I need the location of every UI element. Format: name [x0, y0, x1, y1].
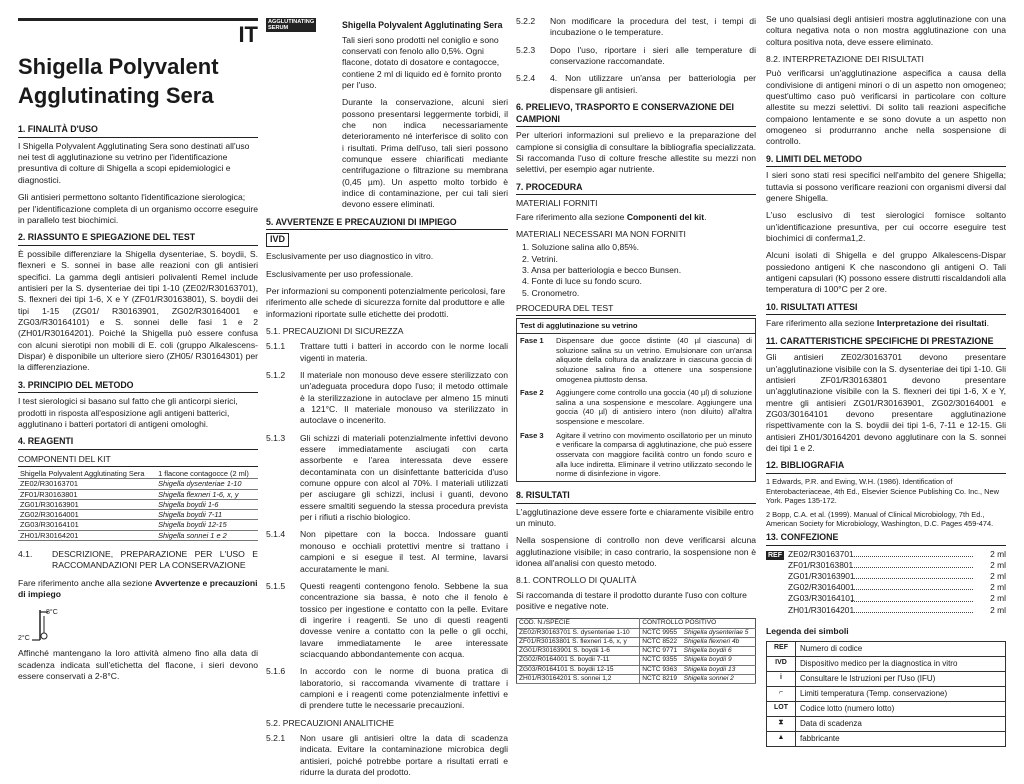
kit-row: [18, 499, 258, 509]
dot-leader: [851, 571, 973, 579]
legend-row: [767, 656, 1006, 671]
packaging-code: ZG02/R30164001: [788, 582, 855, 593]
precaution-item: [266, 529, 508, 574]
qc-strain: NCTC 9363: [640, 665, 682, 674]
section-9-heading: 9. LIMITI DEL METODO: [766, 154, 1006, 168]
qc-organism: Shigella flexneri 4b: [682, 637, 756, 646]
materials-needed-item: 4. Fonte di luce su fondo scuro.: [522, 276, 642, 287]
section-9-text-2: L'uso esclusivo di test sierologici fornisce soltanto un'identificazione presuntiva, per cui occorre eseguire test biochimici di conferma1,2.: [766, 210, 1006, 244]
section-3-heading: 3. PRINCIPIO DEL METODO: [18, 380, 258, 394]
symbols-legend: [766, 641, 1006, 747]
procedure-step-label: Fase 2: [520, 388, 544, 398]
product-text: Tali sieri sono prodotti nel coniglio e sono conservati con fenolo allo 0,5%. Ogni flacone, dotato di dosatore e contagocce, contiene 2 ml di liquido ed è fornito pronto per l'uso.: [342, 34, 502, 90]
qc-organism: Shigella boydii 9: [682, 656, 756, 665]
qc-row: [517, 628, 756, 637]
precaution-item: [516, 45, 756, 68]
qc-species: ZE02/R30163701 S. dysenteriae 1-10: [517, 628, 640, 637]
legend-label: Consultare le Istruzioni per l'Uso (IFU): [796, 671, 1006, 686]
kit-code: ZE02/R30163701: [18, 479, 156, 489]
legend-row: [767, 641, 1006, 656]
section-2-text: È possibile differenziare la Shigella dysenteriae, S. boydii, S. flexneri e S. sonnei in base alle reazioni con gli antisieri specifici. La gamma degli antisieri polivalenti Remel include antisieri per la S. dysenteriae dei tipi 1-10 (ZE02/R30163701), S. flexneri dei tipi 1-6, X e Y (ZF01/R30163801), S. boydii dei tipi 1-15 (ZG01/ R30163901, ZG02/R30164001 e ZG03/R30164101) e S. sonnei delle fasi 1 e 2 (ZH01/R30164201). Poiché la Shigella può essere confusa con alcuni sierotipi non mobili di E. coli (gruppo Alkalescens-Dispar) è disponibile un ulteriore siero (ZH05/ R30164301) per la differenziazione.: [18, 248, 258, 373]
materials-provided-text: Fare riferimento alla sezione Componenti del kit.: [516, 211, 707, 222]
info-icon: i: [767, 671, 796, 686]
bibliography-item: 1 Edwards, P.R. and Ewing, W.H. (1986). Identification of Enterobacteriaceae, 4th Ed., Elsevier Science Publishing Co. Inc., New York. Pages 135-172.: [766, 477, 999, 506]
legend-title: Legenda dei simboli: [766, 625, 849, 636]
precaution-text: Il materiale non monouso deve essere sterilizzato con un'adeguata procedura dopo l'uso; il metodo ottimale è la sterilizzazione in autoclave per almeno 15 minuti a 121°C. Il materiale monouso va sterilizzato in autoclave o incenerito.: [300, 370, 508, 426]
qc-strain: NCTC 8522: [640, 637, 682, 646]
qc-species: ZG02/R0164001 S. boydii 7-11: [517, 656, 640, 665]
procedure-step-text: Dispensare due gocce distinte (40 µl ciascuna) di soluzione salina su un vetrino. Emulsionare con un'ansa aliquote della coltura da analizzare in ciascuna goccia di soluzione salina fino a ottenere una sospensione omogenea piuttosto densa.: [556, 336, 752, 384]
temp-low-label: 2°C: [18, 635, 30, 643]
qc-organism: Shigella boydii 6: [682, 647, 756, 656]
top-rule: [18, 18, 258, 21]
qc-row: [517, 637, 756, 646]
section-5-2-heading: 5.2. PRECAUZIONI ANALITICHE: [266, 717, 394, 728]
qc-strain: NCTC 9955: [640, 628, 682, 637]
section-8-2-heading: 8.2. INTERPRETAZIONE DEI RISULTATI: [766, 54, 924, 65]
legend-label: Data di scadenza: [796, 716, 1006, 731]
section-9-text: I sieri sono stati resi specifici nell'ambito del genere Shigella; tuttavia si possono verificare reazioni con organismi diversi dal genere Shigella.: [766, 170, 1006, 204]
procedure-step-text: Agitare il vetrino con movimento oscillatorio per un minuto e verificare la comparsa di agglutinazione, che può essere osservata con maggiore facilità contro un fondo scuro e alla luce indiretta. Eliminare il vetrino utilizzato secondo le norme di disinfezione in vigore.: [556, 430, 752, 479]
qc-species: ZG03/R0164101 S. boydii 12-15: [517, 665, 640, 674]
legend-row: [767, 731, 1006, 746]
kit-components-heading: COMPONENTI DEL KIT: [18, 454, 258, 467]
packaging-volume: 2 ml: [990, 571, 1006, 582]
dot-leader: [851, 582, 973, 590]
section-8-heading: 8. RISULTATI: [516, 490, 756, 504]
precaution-number: 5.1.1: [266, 341, 286, 352]
materials-needed-list: [522, 242, 756, 299]
packaging-volume: 2 ml: [990, 604, 1006, 615]
precaution-text: Trattare tutti i batteri in accordo con le norme locali vigenti in materia.: [300, 341, 508, 363]
precaution-item: [266, 666, 508, 711]
kit-row: [18, 469, 258, 479]
procedure-step: [517, 334, 755, 386]
qc-species: ZF01/R30163801 S. flexneri 1-6, x, y: [517, 637, 640, 646]
precaution-item: [266, 581, 508, 660]
qc-organism: Shigella sonnei 2: [682, 674, 756, 683]
qc-species: ZG01/R30163901 S. boydii 1-6: [517, 647, 640, 656]
kit-desc: Shigella boydii 1-6: [156, 499, 258, 509]
kit-desc: Shigella boydii 7-11: [156, 510, 258, 520]
ref-icon: REF: [768, 552, 782, 560]
dot-leader: [851, 605, 973, 613]
precaution-number: 5.2.2: [516, 16, 536, 26]
procedure-step-text: Aggiungere come controllo una goccia (40 µl) di soluzione salina a una sospensione e mescolare. Aggiungere una goccia (40 µl) di antisiero intero (non diluito) all'altra sospensione e mescolare.: [556, 388, 752, 427]
kit-desc: Shigella sonnei 1 e 2: [156, 530, 258, 540]
precaution-number: 5.2.4: [516, 73, 536, 84]
procedure-box: [516, 318, 756, 482]
packaging-item: [788, 571, 1006, 582]
test-procedure-heading: PROCEDURA DEL TEST: [516, 303, 756, 316]
qc-intro-text: Se uno qualsiasi degli antisieri mostra agglutinazione con una coltura negativa nota o non mostra agglutinazione con una coltura positiva nota, deve essere eliminato.: [766, 14, 1006, 47]
legend-label: fabbricante: [796, 731, 1006, 746]
materials-provided-heading: MATERIALI FORNITI: [516, 198, 598, 209]
kit-desc: Shigella dysenteriae 1-10: [156, 479, 258, 489]
packaging-item: [788, 605, 1006, 616]
kit-table: [18, 469, 258, 541]
dot-leader: [851, 560, 973, 568]
section-1-text: I Shigella Polyvalent Agglutinating Sera sono destinati all'uso nei test di agglutinazione su vetrino per l'identificazione presuntiva di colture di Shigella a scopi epidemiologici e diagnostici.: [18, 140, 250, 185]
lot-icon: LOT: [767, 701, 796, 716]
precaution-item: [266, 370, 508, 427]
legend-label: Codice lotto (numero lotto): [796, 701, 1006, 716]
qc-header-positive: CONTROLLO POSITIVO: [640, 619, 756, 628]
document-title: Shigella Polyvalent Agglutinating Sera: [18, 54, 219, 108]
qc-row: [517, 656, 756, 665]
kit-row: [18, 479, 258, 489]
precaution-text: Dopo l'uso, riportare i sieri alle temperature di conservazione raccomandate.: [550, 44, 756, 67]
precaution-item: [516, 16, 756, 39]
materials-needed-item: 1. Soluzione salina allo 0,85%.: [522, 242, 640, 253]
kit-row: [18, 510, 258, 520]
column-3: [516, 14, 756, 684]
ref-icon: REF: [767, 641, 796, 656]
qc-row: [517, 674, 756, 683]
section-7-heading: 7. PROCEDURA: [516, 182, 756, 196]
section-5-text-2: Esclusivamente per uso professionale.: [266, 268, 414, 279]
section-5-heading: 5. AVVERTENZE E PRECAUZIONI DI IMPIEGO: [266, 217, 508, 231]
packaging-code: ZE02/R30163701: [788, 549, 854, 560]
packaging-code: ZF01/R30163801: [788, 560, 854, 571]
section-8-text-2: Nella sospensione di controllo non deve verificarsi alcuna agglutinazione visibile; in caso contrario, la sospensione non è idonea all'analisi con questo metodo.: [516, 535, 756, 568]
bibliography-item: 2 Bopp, C.A. et al. (1999). Manual of Clinical Microbiology, 7th Ed., American Society for Microbiology, Washington, D.C. Pages 459-474.: [766, 509, 994, 528]
section-2-heading: 2. RIASSUNTO E SPIEGAZIONE DEL TEST: [18, 232, 258, 246]
kit-code: ZG03/R30164101: [18, 520, 156, 530]
kit-row: [18, 530, 258, 540]
section-8-1-text: Si raccomanda di testare il prodotto durante l'uso con colture positive e negative note.: [516, 589, 747, 611]
product-heading: Shigella Polyvalent Agglutinating Sera: [342, 20, 503, 30]
section-4-1-ref: Fare riferimento anche alla sezione Avvertenze e precauzioni di impiego: [18, 577, 258, 599]
packaging-item: [788, 549, 1006, 560]
section-10-heading: 10. RISULTATI ATTESI: [766, 302, 1006, 316]
materials-needed-heading: MATERIALI NECESSARI MA NON FORNITI: [516, 228, 686, 239]
precaution-number: 5.1.2: [266, 370, 286, 380]
precaution-item: 5.2.1 Non usare gli antisieri oltre la data di scadenza indicata. Evitare la contaminazione microbica degli antisieri, poiché potrebbe portare a risultati errati e ridurre la durata del prodotto.: [266, 732, 508, 777]
legend-row: [767, 671, 1006, 686]
section-5-text-3: Per informazioni su componenti potenzialmente pericolosi, fare riferimento alle schede di sicurezza fornite dal produttore e alle informazioni riportate sulle etichette dei prodotti.: [266, 285, 506, 319]
packaging-code: ZH01/R30164201: [788, 604, 855, 615]
section-6-text: Per ulteriori informazioni sul prelievo e la preparazione del campione si consiglia di consultare la bibliografia specializzata. Si raccomanda l'uso di colture fresche allestite su mezzi non selettivi, per esempio agar nutriente.: [516, 130, 756, 175]
agglutinating-serum-badge: AGGLUTINATING SERUM: [268, 19, 315, 32]
legend-label: Limiti temperatura (Temp. conservazione): [796, 686, 1006, 701]
section-3-text: I test sierologici si basano sul fatto che gli anticorpi sierici, prodotti in risposta all'esposizione agli antigeni batterici, agglutinano i batteri portatori di antigeni omologhi.: [18, 396, 238, 429]
kit-code: Shigella Polyvalent Agglutinating Sera: [18, 469, 156, 479]
kit-code: ZF01/R30163801: [18, 489, 156, 499]
section-6-heading: 6. PRELIEVO, TRASPORTO E CONSERVAZIONE DEI CAMPIONI: [516, 102, 756, 127]
qc-organism: Shigella boydii 13: [682, 665, 756, 674]
precaution-item: [266, 433, 508, 524]
qc-row: [517, 647, 756, 656]
qc-strain: NCTC 9355: [640, 656, 682, 665]
materials-needed-item: 5. Cronometro.: [522, 287, 580, 298]
precaution-text: Non modificare la procedura del test, i tempi di incubazione o le temperature.: [550, 16, 756, 38]
column-4: [766, 14, 1006, 747]
section-12-heading: 12. BIBLIOGRAFIA: [766, 460, 1006, 474]
packaging-code: ZG03/R30164101: [788, 593, 855, 604]
temp-high-label: 8°C: [46, 609, 58, 617]
section-9-text-3: Alcuni isolati di Shigella e del gruppo Alkalescens-Dispar possiedono antigeni K che nascondono gli antigeni O. Tali antigeni capsulari (K) possono essere distrutti riscaldandoli alla temperatura di 100°C per 2 ore.: [766, 250, 1006, 295]
ivd-icon: IVD: [266, 233, 289, 247]
precaution-text: Questi reagenti contengono fenolo. Sebbene la sua concentrazione sia bassa, è noto che il fenolo è tossico per ingestione e contatto con la pelle. Evitare di ingerire i reagenti. Se uno di questi reagenti dovesse venire a contatto con la pelle o gli occhi, lavare immediatamente le aree interessate sciacquando abbondantemente con acqua.: [300, 580, 508, 659]
procedure-step: [517, 386, 755, 429]
kit-row: [18, 520, 258, 530]
column-1: [18, 0, 258, 688]
dot-leader: [851, 593, 973, 601]
section-8-2-text: Può verificarsi un'agglutinazione aspecifica a causa della condivisione di antigeni minori o di un aspetto non omogeneo; quest'ultimo caso può verificarsi in particolare con colture allestite su mezzi selettivi. Di solito tali reazioni aspecifiche compaiono lentamente e se sono dovute a un aspetto non omogeneo si produrranno anche nella sospensione di controllo.: [766, 68, 1006, 147]
packaging-block: [766, 549, 1006, 616]
safety-precautions-list: [266, 341, 508, 711]
section-8-1-heading: 8.1. CONTROLLO DI QUALITÀ: [516, 575, 637, 586]
language-code: IT: [238, 22, 258, 47]
precaution-number: 5.1.5: [266, 580, 286, 591]
precaution-text: 4. Non utilizzare un'ansa per batteriologia per dispensare gli antisieri.: [550, 73, 756, 95]
analytic-precautions-list: [516, 16, 756, 96]
section-10-text: Fare riferimento alla sezione Interpretazione dei risultati.: [766, 318, 990, 329]
dot-leader: [851, 549, 973, 557]
kit-row: [18, 489, 258, 499]
column-2: [266, 0, 508, 784]
section-13-heading: 13. CONFEZIONE: [766, 532, 1006, 546]
precaution-text: Non pipettare con la bocca. Indossare guanti monouso e occhiali protettivi mentre si trattano i campioni e si esegue il test. Al termine, lavarsi accuratamente le mani.: [300, 529, 508, 574]
section-1-heading: 1. FINALITÀ D'USO: [18, 124, 258, 138]
materials-needed-item: 2. Vetrini.: [522, 253, 558, 264]
qc-organism: Shigella dysenteriae 5: [682, 628, 756, 637]
kit-code: ZG01/R30163901: [18, 499, 156, 509]
materials-needed-item: 3. Ansa per batteriologia e becco Bunsen.: [522, 264, 682, 275]
hourglass-icon: ⧗: [767, 716, 796, 731]
packaging-volume: 2 ml: [990, 549, 1006, 560]
section-4-1-heading: 4.1. DESCRIZIONE, PREPARAZIONE PER L'USO E RACCOMANDAZIONI PER LA CONSERVAZIONE: [18, 548, 258, 571]
section-1-text-2: Gli antisieri permettono soltanto l'identificazione sierologica; per l'identificazione completa di un organismo occorre eseguire in parallelo test biochimici.: [18, 192, 259, 225]
qc-species: ZH01/R30164201 S. sonnei 1,2: [517, 674, 640, 683]
qc-strain: NCTC 9771: [640, 647, 682, 656]
packaging-item: [788, 593, 1006, 604]
kit-desc: Shigella boydii 12-15: [156, 520, 258, 530]
section-5-text: Esclusivamente per uso diagnostico in vitro.: [266, 251, 434, 262]
legend-label: Dispositivo medico per la diagnostica in vitro: [796, 656, 1006, 671]
procedure-step-label: Fase 3: [520, 430, 544, 440]
procedure-box-title: Test di agglutinazione su vetrino: [517, 319, 755, 334]
precaution-number: 5.1.3: [266, 432, 286, 443]
section-5-1-heading: 5.1. PRECAUZIONI DI SICUREZZA: [266, 325, 404, 336]
procedure-step-label: Fase 1: [520, 336, 544, 345]
packaging-item: [788, 582, 1006, 593]
section-4-heading: 4. REAGENTI: [18, 436, 258, 450]
precaution-number: 5.2.3: [516, 44, 536, 55]
packaging-volume: 2 ml: [990, 582, 1006, 593]
precaution-text: In accordo con le norme di buona pratica di laboratorio, si raccomanda vivamente di trattare i campioni e i reagenti come potenzialmente infettivi e di prendere tutte le necessarie precauzioni.: [300, 666, 508, 711]
bibliography-list: [766, 477, 1006, 528]
qc-header-species: COD. N./SPECIE: [517, 619, 640, 628]
procedure-step: [517, 429, 755, 481]
precaution-text: Gli schizzi di materiali potenzialmente infettivi devono essere immediatamente asciugati con carta assorbente e l'area interessata deve essere decontaminata con un disinfettante battericida d'uso comune oppure con alcol al 70%. I materiali utilizzati per asciugare gli schizzi, inclusi i guanti, devono essere smaltiti seguendo la stessa procedura prevista per i rifiuti a rischio biologico.: [300, 432, 508, 523]
kit-code: ZG02/R30164001: [18, 510, 156, 520]
kit-desc: 1 flacone contagocce (2 ml): [156, 469, 258, 479]
temperature-icon: ⌐: [767, 686, 796, 701]
qc-table: [516, 618, 756, 684]
packaging-volume: 2 ml: [990, 560, 1006, 571]
packaging-item: [788, 560, 1006, 571]
legend-row: [767, 701, 1006, 716]
packaging-volume: 2 ml: [990, 593, 1006, 604]
temperature-limit-icon: [18, 606, 258, 648]
precaution-item: [516, 73, 756, 96]
kit-desc: Shigella flexneri 1-6, x, y: [156, 489, 258, 499]
qc-strain: NCTC 8219: [640, 674, 682, 683]
packaging-code: ZG01/R30163901: [788, 571, 855, 582]
ivd-icon: IVD: [767, 656, 796, 671]
legend-label: Numero di codice: [796, 641, 1006, 656]
section-8-text: L'agglutinazione deve essere forte e chiaramente visibile entro un minuto.: [516, 506, 754, 528]
precaution-number: 5.1.6: [266, 666, 286, 677]
qc-row: [517, 665, 756, 674]
section-4-1-text: Affinché mantengano la loro attività almeno fino alla data di scadenza indicata sull'etichetta del flacone, i sieri devono essere conservati a 2-8°C.: [18, 648, 258, 681]
product-text-2: Durante la conservazione, alcuni sieri possono presentarsi leggermente torbidi, il che non indica necessariamente deterioramento né interferisce di solito con i risultati. Prima dell'uso, tali sieri possono comunque essere chiarificati mediante centrifugazione o filtrazione su membrana (0,45 µm). Un aspetto molto torbido è indice di contaminazione, per cui tali sieri devono essere eliminati.: [342, 97, 508, 210]
legend-row: [767, 716, 1006, 731]
section-11-heading: 11. CARATTERISTICHE SPECIFICHE DI PRESTAZIONE: [766, 336, 1006, 350]
precaution-number: 5.1.4: [266, 529, 286, 540]
section-11-text: Gli antisieri ZE02/30163701 devono presentare un'agglutinazione visibile con la S. dysenteriae dei tipi 1-10. Gli antisieri ZF01/R30163801 devono presentare un'agglutinazione visibile con la S. flexneri dei tipi 1-6, X e Y, mentre gli antisieri ZG01/R30163901, ZG02/30164001 e ZG03/30164101 devono presentare agglutinazione rispettivamente con la S. boydii dei tipi 1-6, 7-11 e 12-15. Gli antisieri ZH01/30164201 devono agglutinare con la S. sonnei dei tipi 1 e 2.: [766, 352, 1006, 454]
kit-code: ZH01/R30164201: [18, 530, 156, 540]
legend-row: [767, 686, 1006, 701]
precaution-item: [266, 341, 508, 364]
manufacturer-icon: ▲: [767, 731, 796, 746]
